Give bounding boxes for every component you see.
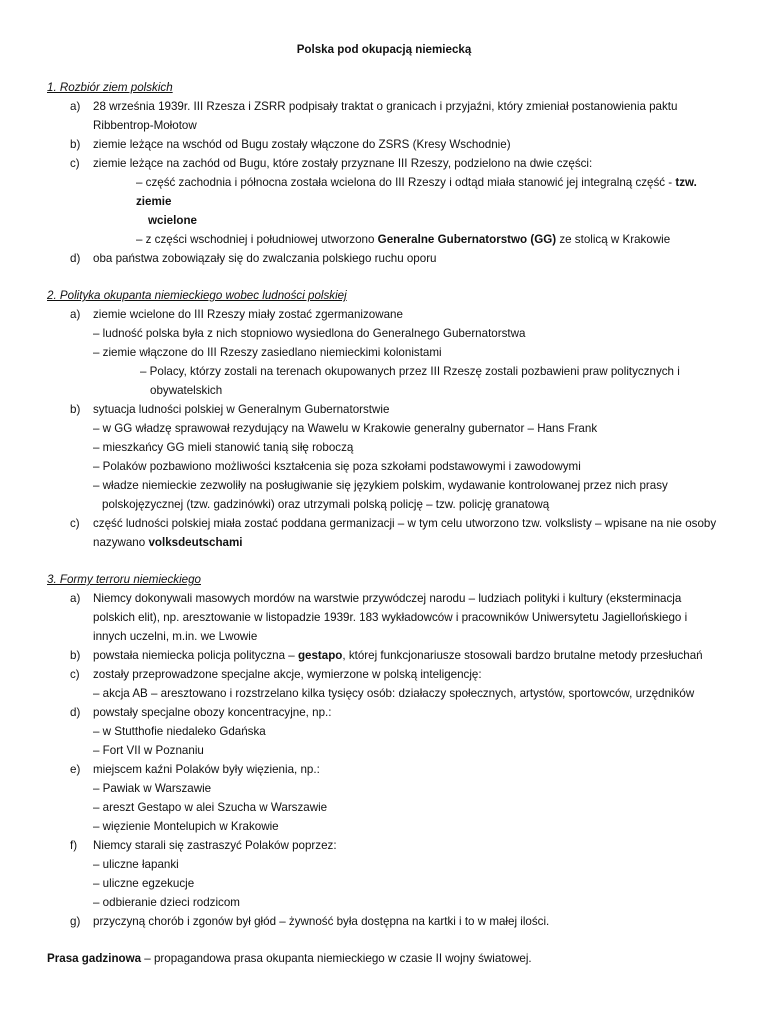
s1-a-line1: 28 września 1939r. III Rzesza i ZSRR podpisały traktat o granicach i przyjaźni, który zmieniał postanowienia paktu — [93, 100, 678, 113]
s2-c-line2-text: nazywano — [93, 536, 149, 549]
s2-b-dash3: – Polaków pozbawiono możliwości kształcenia się poza szkołami podstawowymi i zawodowymi — [93, 460, 581, 473]
s3-c-label: c) — [70, 668, 80, 681]
s3-f-text: Niemcy starali się zastraszyć Polaków poprzez: — [93, 839, 337, 852]
s1-c-dash2 — [136, 232, 670, 248]
s1-c-dash2-bold: Generalne Gubernatorstwo (GG) — [377, 233, 557, 246]
s2-a-dash3-line2: obywatelskich — [150, 384, 223, 397]
s2-c-line1: część ludności polskiej miała zostać poddana germanizacji – w tym celu utworzono tzw. volkslisty – wpisane na nie osoby — [93, 517, 717, 530]
s1-c-dash1-bold3: wcielone — [148, 214, 197, 227]
s2-a-label: a) — [70, 308, 81, 321]
s3-e-label: e) — [70, 763, 81, 776]
s3-b-label: b) — [70, 649, 81, 662]
s2-a-dash2: – ziemie włączone do III Rzeszy zasiedlano niemieckimi kolonistami — [93, 346, 442, 359]
s3-c-text: zostały przeprowadzone specjalne akcje, wymierzone w polską inteligencję: — [93, 668, 482, 681]
s2-b-dash4-line1: – władze niemieckie zezwoliły na posługiwanie się językiem polskim, wydawanie kontrolowanej przez nich prasy — [93, 479, 668, 492]
s2-c-line2-bold: volksdeutschami — [148, 536, 243, 549]
s2-b-dash4-line2: polskojęzycznej (tzw. gadzinówki) oraz utrzymali polską policję – tzw. policję granatową — [102, 498, 550, 511]
section-3-heading: 3. Formy terroru niemieckiego — [47, 573, 201, 586]
s3-b-text — [93, 648, 703, 664]
s3-e-dash3: – więzienie Montelupich w Krakowie — [93, 820, 279, 833]
definition-prasa-gadzinowa — [47, 951, 532, 967]
s3-f-dash1: – uliczne łapanki — [93, 858, 179, 871]
s1-c-dash1-bold: tzw. — [675, 176, 697, 189]
s3-g-label: g) — [70, 915, 81, 928]
s2-b-dash2: – mieszkańcy GG mieli stanowić tanią siłę roboczą — [93, 441, 354, 454]
s3-a-line1: Niemcy dokonywali masowych mordów na warstwie przywódczej narodu – ludziach polityki i kultury (eksterminacja — [93, 592, 682, 605]
definition-text: – propagandowa prasa okupanta niemieckiego w czasie II wojny światowej. — [141, 952, 532, 965]
s1-c-dash2-text: – z części wschodniej i południowej utworzono — [136, 233, 378, 246]
s3-a-line3: innych uczelni, m.in. we Lwowie — [93, 630, 258, 643]
s1-d-label: d) — [70, 252, 81, 265]
s3-a-label: a) — [70, 592, 81, 605]
s3-d-text: powstały specjalne obozy koncentracyjne, np.: — [93, 706, 332, 719]
s3-b-post: , której funkcjonariusze stosowali bardzo brutalne metody przesłuchań — [342, 649, 703, 662]
s3-g-text: przyczyną chorób i zgonów był głód – żywność była dostępna na kartki i to w małej ilości. — [93, 915, 550, 928]
s3-f-label: f) — [70, 839, 78, 852]
s2-a-dash3-line1: – Polacy, którzy zostali na terenach okupowanych przez III Rzeszę zostali pozbawieni praw politycznych i — [140, 365, 680, 378]
s1-d-text: oba państwa zobowiązały się do zwalczania polskiego ruchu oporu — [93, 252, 437, 265]
s3-e-dash1: – Pawiak w Warszawie — [93, 782, 212, 795]
s2-b-dash1: – w GG władzę sprawował rezydujący na Wawelu w Krakowie generalny gubernator – Hans Frank — [93, 422, 598, 435]
s2-c-label: c) — [70, 517, 80, 530]
s3-d-label: d) — [70, 706, 81, 719]
s3-e-text: miejscem kaźni Polaków były więzienia, np.: — [93, 763, 320, 776]
s1-c-dash1-text: – część zachodnia i północna została wcielona do III Rzeszy i odtąd miała stanowić jej integralną część - — [136, 176, 676, 189]
s3-e-dash2: – areszt Gestapo w alei Szucha w Warszawie — [93, 801, 328, 814]
s3-b-pre: powstała niemiecka policja polityczna – — [93, 649, 298, 662]
s1-c-dash2-post: ze stolicą w Krakowie — [556, 233, 671, 246]
section-1-heading: 1. Rozbiór ziem polskich — [47, 81, 173, 94]
section-2-heading: 2. Polityka okupanta niemieckiego wobec ludności polskiej — [47, 289, 347, 302]
s1-c-label: c) — [70, 157, 80, 170]
s1-b-text: ziemie leżące na wschód od Bugu zostały włączone do ZSRS (Kresy Wschodnie) — [93, 138, 511, 151]
document-title: Polska pod okupacją niemiecką — [296, 43, 472, 56]
s2-c-line2 — [93, 535, 243, 551]
s3-f-dash3: – odbieranie dzieci rodzicom — [93, 896, 240, 909]
s2-b-label: b) — [70, 403, 81, 416]
s1-a-label: a) — [70, 100, 81, 113]
s3-d-dash1: – w Stutthofie niedaleko Gdańska — [93, 725, 266, 738]
s3-c-dash1: – akcja AB – aresztowano i rozstrzelano kilka tysięcy osób: działaczy społecznych, artystów, sportowców, urzędników — [93, 687, 695, 700]
s2-a-text: ziemie wcielone do III Rzeszy miały zostać zgermanizowane — [93, 308, 403, 321]
s3-b-bold: gestapo — [297, 649, 343, 662]
s1-a-line2: Ribbentrop-Mołotow — [93, 119, 197, 132]
s2-b-text: sytuacja ludności polskiej w Generalnym Gubernatorstwie — [93, 403, 390, 416]
s3-a-line2: polskich elit), np. aresztowanie w listopadzie 1939r. 183 wykładowców i pracowników Uniwersytetu Jagiellońskiego i — [93, 611, 688, 624]
definition-term: Prasa gadzinowa — [47, 952, 142, 965]
s2-a-dash1: – ludność polska była z nich stopniowo wysiedlona do Generalnego Gubernatorstwa — [93, 327, 526, 340]
s1-c-text: ziemie leżące na zachód od Bugu, które zostały przyznane III Rzeszy, podzielono na dwie części: — [93, 157, 593, 170]
s1-c-dash1 — [136, 175, 697, 191]
s3-f-dash2: – uliczne egzekucje — [93, 877, 195, 890]
s1-c-dash1-bold2: ziemie — [136, 195, 172, 208]
s1-b-label: b) — [70, 138, 81, 151]
s3-d-dash2: – Fort VII w Poznaniu — [93, 744, 204, 757]
